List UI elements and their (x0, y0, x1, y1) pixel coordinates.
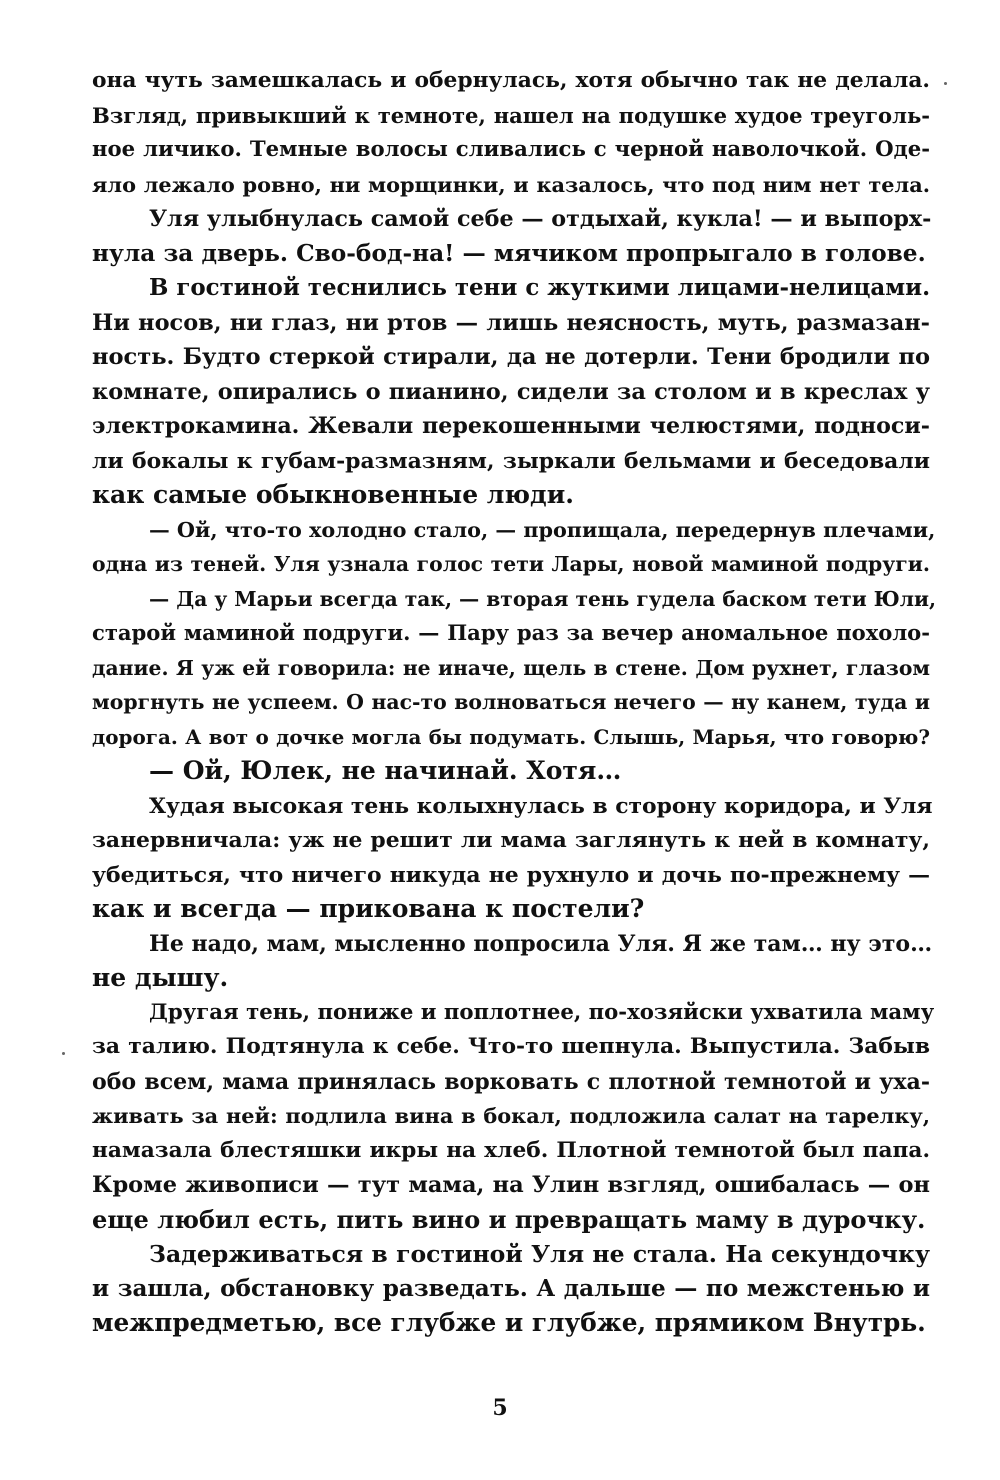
text-line: еще любил есть, пить вино и превращать маму в дурочку. (92, 1204, 926, 1234)
text-line: старой маминой подруги. — Пару раз за вечер аномальное похоло- (92, 620, 930, 645)
text-line: как и всегда — прикована к постели? (92, 894, 645, 923)
scan-speck (944, 82, 947, 85)
text-line: убедиться, что ничего никуда не рухнуло и дочь по-прежнему — (92, 861, 930, 888)
text-line: обо всем, мама принялась ворковать с плотной темнотой и уха- (92, 1068, 930, 1095)
text-line: не дышу. (92, 963, 229, 992)
body-text (92, 64, 937, 1341)
text-line: она чуть замешкалась и обернулась, хотя обычно так не делала. (92, 68, 930, 93)
text-line: Задерживаться в гостиной Уля не стала. На секундочку (149, 1240, 930, 1268)
text-line: В гостиной теснились тени с жуткими лицами-нелицами. (149, 274, 931, 301)
text-line: Другая тень, пониже и поплотнее, по-хозяйски ухватила маму (149, 999, 935, 1025)
text-line: — Ой, Юлек, не начинай. Хотя… (149, 756, 622, 785)
text-line: яло лежало ровно, ни морщинки, и казалось, что под ним нет тела. (92, 171, 930, 197)
text-line: межпредметью, все глубже и глубже, прямиком Внутрь. (92, 1308, 926, 1337)
text-line: ное личико. Темные волосы сливались с черной наволочкой. Оде- (92, 137, 930, 162)
text-line: — Да у Марьи всегда так, — вторая тень гудела баском тети Юли, (149, 586, 937, 611)
text-line: одна из теней. Уля узнала голос тети Лары, новой маминой подруги. (92, 552, 930, 576)
scan-speck (62, 1052, 65, 1055)
text-line: моргнуть не успеем. О нас-то волноваться нечего — ну канем, туда и (92, 690, 930, 714)
text-line: комнате, опирались о пианино, сидели за столом и в креслах у (92, 378, 930, 405)
text-line: дорога. А вот о дочке могла бы подумать. Слышь, Марья, что говорю? (92, 724, 930, 749)
text-line: электрокамина. Жевали перекошенными челюстями, подноси- (92, 413, 930, 439)
text-line: нула за дверь. Сво-бод-на! — мячиком пропрыгало в голове. (92, 239, 926, 267)
text-line: — Ой, что-то холодно стало, — пропищала, передернув плечами, (149, 517, 936, 542)
text-line: дание. Я уж ей говорила: не иначе, щель в стене. Дом рухнет, глазом (92, 655, 930, 680)
text-line: Уля улыбнулась самой себе — отдыхай, кукла! — и выпорх- (149, 206, 932, 232)
text-line: ность. Будто стеркой стирали, да не дотерли. Тени бродили по (92, 344, 930, 370)
text-line: занервничала: уж не решит ли мама заглянуть к ней в комнату, (92, 827, 930, 853)
text-line: за талию. Подтянула к себе. Что-то шепнула. Выпустила. Забыв (92, 1034, 930, 1059)
text-line: намазала блестяшки икры на хлеб. Плотной темнотой был папа. (92, 1137, 930, 1163)
page-number: 5 (492, 1395, 508, 1421)
text-line: Худая высокая тень колыхнулась в сторону коридора, и Уля (149, 792, 933, 819)
text-line: Ни носов, ни глаз, ни ртов — лишь неясность, муть, размазан- (92, 309, 930, 336)
text-line: Не надо, мам, мысленно попросила Уля. Я же там… ну это… (149, 930, 933, 957)
text-line: живать за ней: подлила вина в бокал, подложила салат на тарелку, (92, 1103, 930, 1128)
text-line: как самые обыкновенные люди. (92, 480, 574, 509)
text-line: Кроме живописи — тут мама, на Улин взгляд, ошибалась — он (92, 1172, 930, 1198)
text-line: Взгляд, привыкший к темноте, нашел на подушке худое треуголь- (92, 102, 930, 128)
text-line: и зашла, обстановку разведать. А дальше — по межстенью и (92, 1274, 930, 1302)
text-line: ли бокалы к губам-размазням, зыркали бельмами и беседовали (92, 447, 930, 474)
